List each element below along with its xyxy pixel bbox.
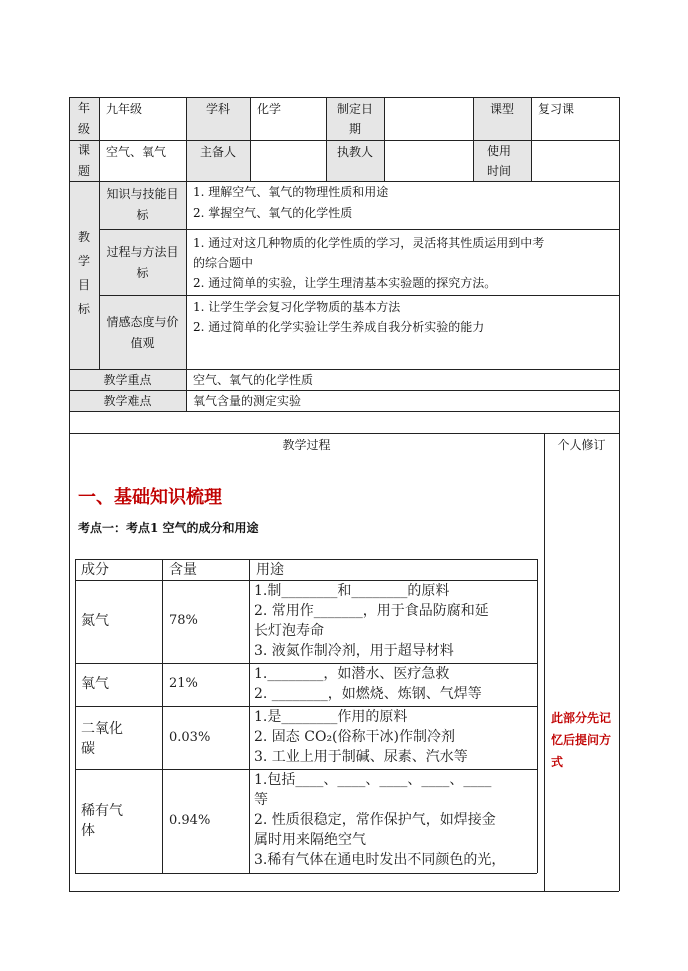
goal-attitude-item-2: 2. 通过简单的化学实验让学生养成自我分析实验的能力 <box>193 320 485 334</box>
goal-process-item-3: 2. 通过简单的实验，让学生理清基本实验题的探究方法。 <box>193 276 497 290</box>
section-subtitle: 考点一：考点1 空气的成分和用途 <box>78 521 259 535</box>
air-table-row-use: 2. ________，如燃烧、炼钢、气焊等 <box>254 686 482 702</box>
difficulty-value: 氧气含量的测定实验 <box>193 394 302 408</box>
key-point-value: 空气、氧气的化学性质 <box>193 373 314 387</box>
table-line <box>531 97 532 181</box>
goal-knowledge-item-2: 2. 掌握空气、氧气的化学性质 <box>193 206 353 220</box>
air-table-row-use: 2. 常用作_______，用于食品防腐和延 <box>254 603 489 619</box>
air-table-row-amount: 0.94% <box>169 813 211 828</box>
section-title: 一、基础知识梳理 <box>78 487 222 508</box>
goal-name-knowledge: 知识与技能目标 <box>106 187 179 222</box>
table-line <box>384 97 385 181</box>
topic-label: 课题 <box>77 143 90 178</box>
teacher-label: 执教人 <box>336 145 373 159</box>
subject-value: 化学 <box>257 102 282 116</box>
table-line <box>69 411 619 412</box>
key-point-label: 教学重点 <box>103 373 152 387</box>
goal-name-process: 过程与方法目标 <box>106 245 179 280</box>
air-table-row-amount: 21% <box>169 676 198 691</box>
air-table-row-amount: 78% <box>169 613 198 628</box>
table-line <box>69 97 70 891</box>
air-table-line <box>75 559 76 873</box>
air-table-line <box>162 559 163 873</box>
air-table-row-name: 氧气 <box>81 676 109 692</box>
air-table-row-name: 二氧化碳 <box>81 721 123 757</box>
table-line <box>544 433 545 891</box>
table-line <box>99 97 100 181</box>
air-table-row-use: 3. 液氮作制冷剂，用于超导材料 <box>254 643 454 659</box>
table-line <box>619 97 620 891</box>
air-table-row-amount: 0.03% <box>169 730 211 745</box>
air-table <box>75 559 538 874</box>
revision-header: 个人修订 <box>557 438 606 452</box>
air-table-line <box>75 559 537 560</box>
grade-value: 九年级 <box>106 102 143 116</box>
air-table-row-use: 属时用来隔绝空气 <box>254 832 366 848</box>
table-line <box>69 433 619 434</box>
revision-note: 此部分先记忆后提问方式 <box>551 711 612 769</box>
topic-value: 空气、氧气 <box>106 145 167 159</box>
air-table-header-uses: 用途 <box>256 562 284 578</box>
air-table-header-amount: 含量 <box>169 562 197 578</box>
date-label: 制定日期 <box>336 102 373 136</box>
air-table-row-use: 1.________，如潜水、医疗急救 <box>254 666 450 682</box>
goal-process-item-2: 的综合题中 <box>193 256 254 270</box>
air-table-line <box>537 559 538 873</box>
subject-label: 学科 <box>205 102 230 116</box>
goal-knowledge-item-1: 1. 理解空气、氧气的物理性质和用途 <box>193 185 389 199</box>
air-table-row-name: 稀有气体 <box>81 803 123 839</box>
grade-label: 年级 <box>77 101 90 136</box>
goal-process-item-1: 1. 通过对这几种物质的化学性质的学习，灵活将其性质运用到中考 <box>193 236 545 250</box>
air-table-header-component: 成分 <box>81 562 109 578</box>
process-header: 教学过程 <box>282 438 331 452</box>
table-line <box>99 181 100 369</box>
air-table-row-use: 等 <box>254 792 268 808</box>
preparer-label: 主备人 <box>199 145 236 159</box>
difficulty-label: 教学难点 <box>103 394 152 408</box>
air-table-row-use: 3. 工业上用于制碱、尿素、汽水等 <box>254 749 468 765</box>
table-line <box>326 97 327 181</box>
use-time-label: 使用时间 <box>487 144 512 178</box>
goal-name-attitude: 情感态度与价值观 <box>106 315 179 350</box>
air-table-row-use: 长灯泡寿命 <box>254 623 324 639</box>
table-line <box>69 97 619 98</box>
table-line <box>250 97 251 181</box>
table-line <box>99 229 619 230</box>
air-table-row-use: 1.包括____、____、____、____、____ <box>254 772 492 788</box>
air-table-row-use: 3.稀有气体在通电时发出不同颜色的光， <box>254 852 506 868</box>
type-value: 复习课 <box>538 102 575 116</box>
air-table-row-use: 2. 性质很稳定，常作保护气，如焊接金 <box>254 812 496 828</box>
goal-attitude-item-1: 1. 让学生学会复习化学物质的基本方法 <box>193 300 401 314</box>
table-line <box>69 140 619 141</box>
air-table-line <box>75 873 537 874</box>
air-table-row-use: 1.是________作用的原料 <box>254 709 408 725</box>
air-table-row-name: 氮气 <box>81 613 109 629</box>
type-label: 课型 <box>489 102 514 116</box>
air-table-line <box>249 559 250 873</box>
air-table-row-use: 1.制________和________的原料 <box>254 583 450 599</box>
table-line <box>99 295 619 296</box>
goals-label: 教学目标 <box>77 230 90 316</box>
table-line <box>69 891 619 892</box>
air-table-row-use: 2. 固态 CO₂(俗称干冰)作制冷剂 <box>254 729 455 745</box>
